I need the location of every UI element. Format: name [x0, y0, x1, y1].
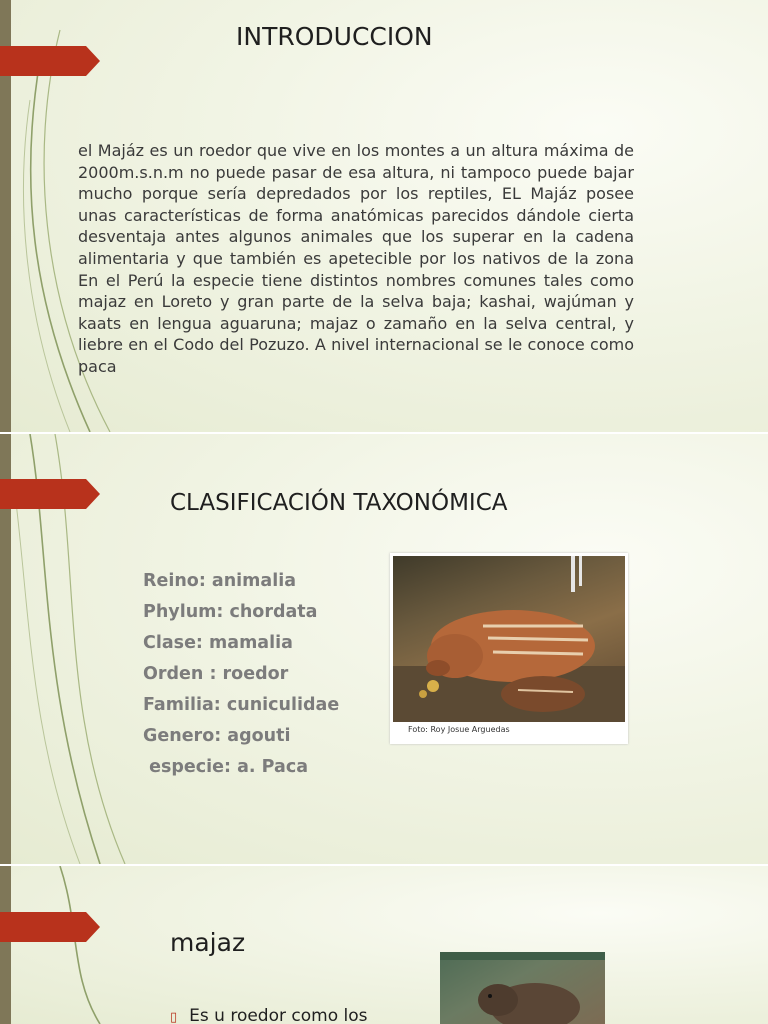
slide-introduccion	[0, 0, 768, 432]
paca-illustration	[393, 556, 625, 722]
title-arrow	[0, 479, 100, 509]
bullet-item	[170, 1006, 368, 1024]
slide-title: CLASIFICACIÓN TAXONÓMICA	[170, 490, 508, 516]
slide-majaz	[0, 866, 768, 1024]
bullet-icon: ▯	[170, 1010, 178, 1024]
bullet-text: Es u roedor como los	[189, 1006, 368, 1024]
taxonomy-item-reino: Reino: animalia	[143, 571, 297, 591]
decorative-curves	[0, 866, 120, 1024]
taxonomy-item-orden: Orden : roedor	[143, 664, 289, 684]
intro-paragraph: el Majáz es un roedor que vive en los montes a un altura máxima de 2000m.s.n.m no puede pasar de esa altura, ni tampoco puede bajar mucho porque sería depredados por los reptiles, EL Majáz posee unas características de forma anatómicas parecidos dándole cierta desventaja antes algunos animales que los superar en la cadena alimentaria y que también es apetecible por los nativos de la zona En el Perú la especie tiene distintos nombres comunes tales como majaz en Loreto y gran parte de la selva baja; kashai, wajúman y kaats en lengua aguaruna; majaz o zamaño en la selva central, y liebre en el Codo del Pozuzo. A nivel internacional se le conoce como paca	[78, 141, 634, 376]
taxonomy-item-genero: Genero: agouti	[143, 726, 291, 746]
taxonomy-item-phylum: Phylum: chordata	[143, 602, 318, 622]
title-arrow	[0, 912, 100, 942]
taxonomy-item-familia: Familia: cuniculidae	[143, 695, 340, 715]
taxonomy-item-clase: Clase: mamalia	[143, 633, 293, 653]
slide-title: majaz	[170, 928, 246, 957]
majaz-illustration	[440, 952, 605, 1024]
title-arrow	[0, 46, 100, 76]
slide-clasificacion	[0, 434, 768, 864]
paca-photo	[393, 556, 625, 722]
photo-caption: Foto: Roy Josue Arguedas	[408, 725, 510, 734]
taxonomy-item-especie: especie: a. Paca	[143, 757, 309, 777]
slide-title: INTRODUCCION	[236, 22, 433, 51]
majaz-photo	[440, 952, 605, 1024]
taxonomy-list	[143, 570, 373, 787]
paca-photo-frame	[390, 553, 628, 744]
